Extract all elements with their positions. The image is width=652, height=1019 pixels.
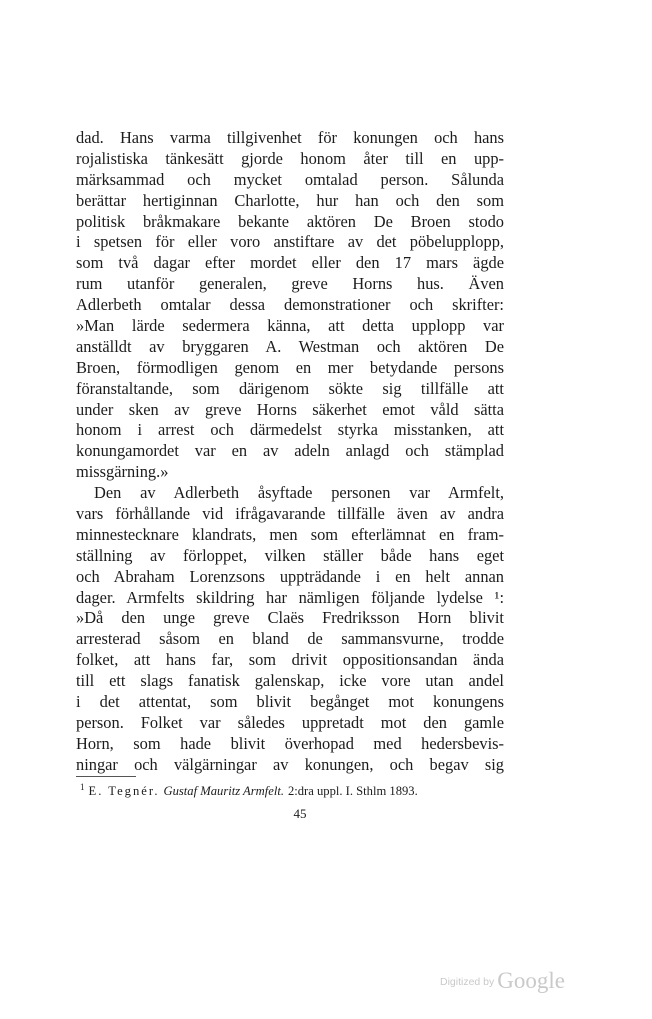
text-line: person. Folket var således uppretadt mot den gamle bbox=[76, 712, 504, 732]
text-line: vars förhållande vid ifrågavarande tillfälle även av andra bbox=[76, 504, 504, 524]
text-line: minnestecknare klandrats, men som efterlämnat en fram- bbox=[76, 524, 504, 544]
text-line: »Man lärde sedermera känna, att detta upplopp var bbox=[76, 316, 504, 336]
text-line: Horn, som hade blivit överhopad med hedersbevis- bbox=[76, 733, 504, 753]
text-line: Adlerbeth omtalar dessa demonstrationer och skrifter: bbox=[76, 295, 504, 315]
text-line: föranstaltande, som därigenom sökte sig tillfälle att bbox=[76, 378, 504, 398]
footnote bbox=[80, 778, 504, 800]
text-line: rum utanför generalen, greve Horns hus. Även bbox=[76, 274, 504, 294]
footnote-divider bbox=[76, 776, 136, 777]
text-line: anställdt av bryggaren A. Westman och aktören De bbox=[76, 336, 504, 356]
text-line: Den av Adlerbeth åsyftade personen var Armfelt, bbox=[94, 483, 504, 503]
text-line: i det attentat, som blivit begånget mot konungens bbox=[76, 692, 504, 712]
text-line: Broen, förmodligen genom en mer betydande persons bbox=[76, 357, 504, 377]
text-line: »Då den unge greve Claës Fredriksson Horn blivit bbox=[76, 608, 504, 628]
footnote-author: E. Tegnér. bbox=[88, 784, 160, 799]
text-line: och Abraham Lorenzsons uppträdande i en helt annan bbox=[76, 566, 504, 586]
text-line: märksammad och mycket omtalad person. Sålunda bbox=[76, 169, 504, 189]
text-line: i spetsen för eller voro anstiftare av det pöbelupplopp, bbox=[76, 232, 504, 252]
text-line: arresterad såsom en bland de sammansvurne, trodde bbox=[76, 629, 504, 649]
text-line: dager. Armfelts skildring har nämligen följande lydelse ¹: bbox=[76, 587, 504, 607]
text-line: dad. Hans varma tillgivenhet för konungen och hans bbox=[76, 128, 504, 147]
footnote-marker: 1 bbox=[80, 782, 85, 792]
digitized-by-watermark bbox=[440, 968, 580, 998]
page-number: 45 bbox=[293, 806, 307, 821]
text-line: ningar och välgärningar av konungen, och begav sig bbox=[76, 754, 504, 774]
text-line: honom i arrest och därmedelst styrka misstanken, att bbox=[76, 420, 504, 440]
footnote-title: Gustaf Mauritz Armfelt. bbox=[163, 784, 284, 799]
google-logo: Google bbox=[497, 968, 565, 993]
text-line: missgärning.» bbox=[76, 462, 169, 482]
text-line: politisk bråkmakare bekante aktören De Broen stodo bbox=[76, 211, 504, 231]
watermark-prefix: Digitized by bbox=[440, 976, 495, 988]
text-line: som två dagar efter mordet eller den 17 mars ägde bbox=[76, 253, 504, 273]
text-line: rojalistiska tänkesätt gjorde honom åter till en upp- bbox=[76, 148, 504, 168]
text-line: konungamordet var en av adeln anlagd och stämplad bbox=[76, 441, 504, 461]
text-line: ställning av förloppet, vilken ställer både hans eget bbox=[76, 545, 504, 565]
body-text bbox=[76, 128, 504, 776]
text-line: under sken av greve Horns säkerhet emot våld sätta bbox=[76, 399, 504, 419]
text-line: till ett slags fanatisk galenskap, icke vore utan andel bbox=[76, 671, 504, 691]
footnote-edition: 2:dra uppl. I. Sthlm 1893. bbox=[287, 784, 418, 799]
text-line: folket, att hans far, som drivit oppositionsandan ända bbox=[76, 650, 504, 670]
text-line: berättar hertiginnan Charlotte, hur han och den som bbox=[76, 190, 504, 210]
